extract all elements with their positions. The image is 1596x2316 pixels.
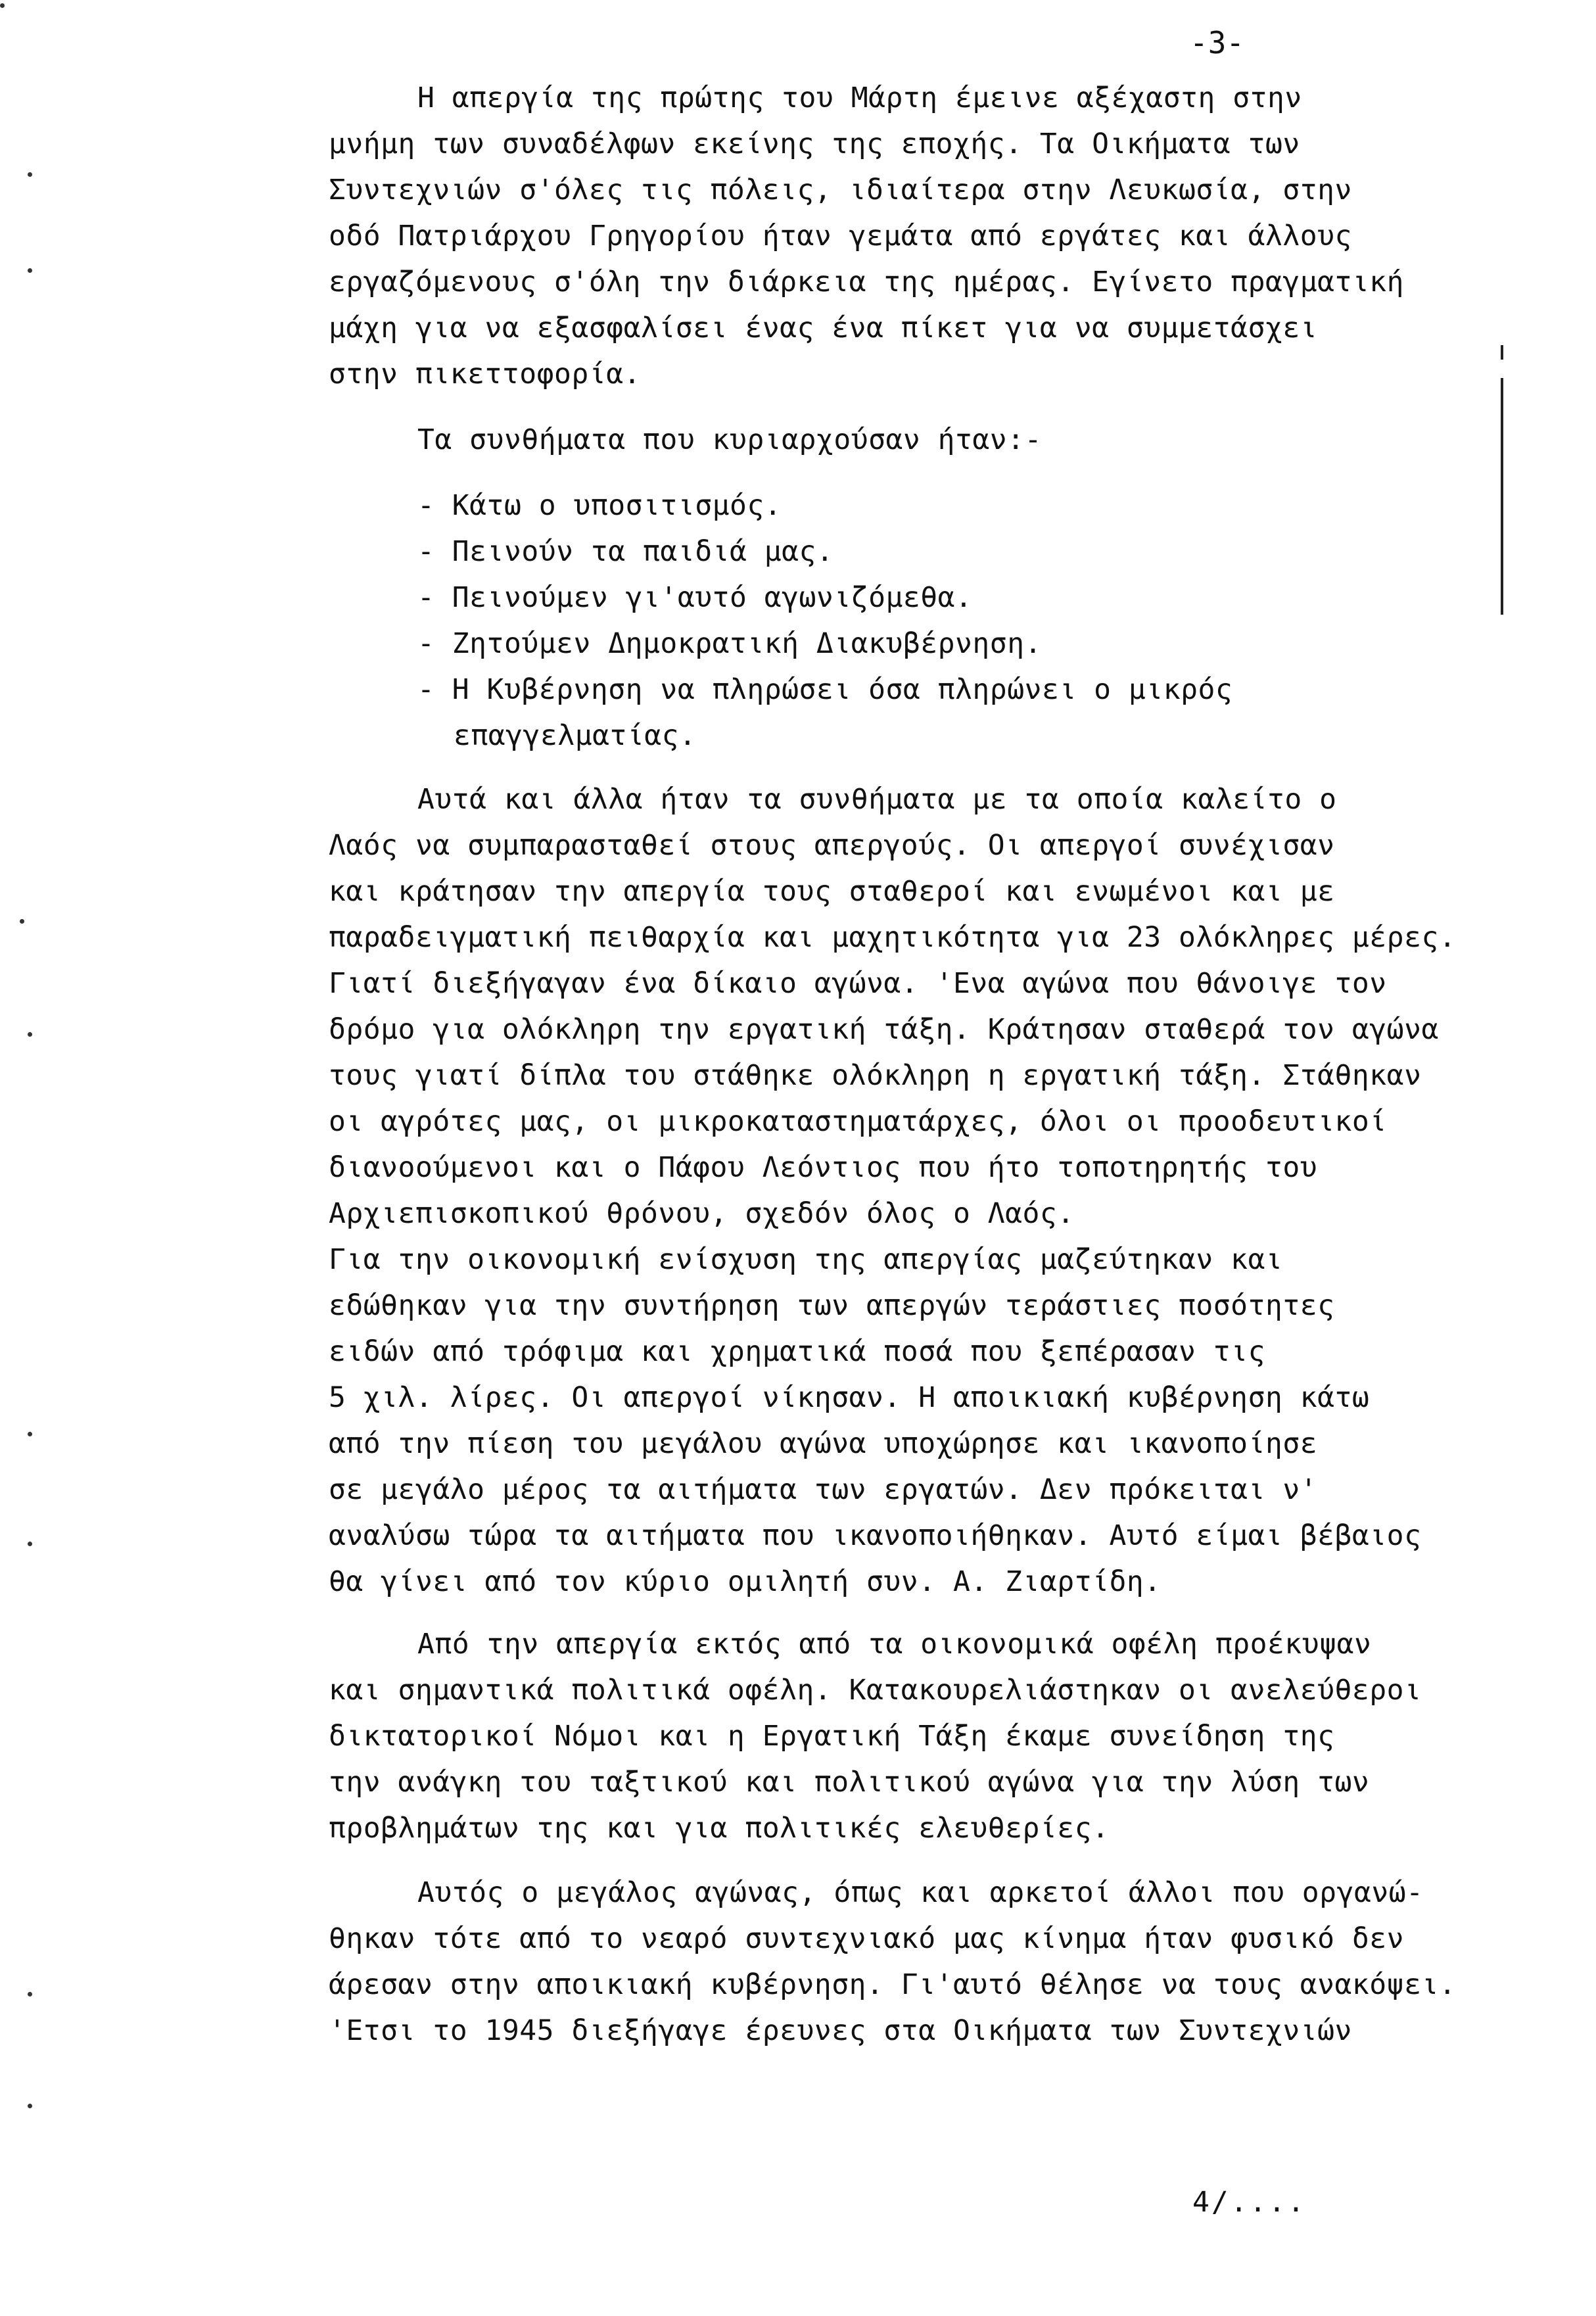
text-line: θα γίνει από τον κύριο ομιλητή συν. Α. Ζιαρτίδη. <box>329 1565 1162 1598</box>
text-line: εδώθηκαν για την συντήρηση των απεργών τεράστιες ποσότητες <box>329 1289 1335 1322</box>
continuation-marker: 4/.... <box>1192 2186 1307 2219</box>
margin-speck <box>28 268 32 273</box>
text-line: δρόμο για ολόκληρη την εργατική τάξη. Κράτησαν σταθερά τον αγώνα <box>329 1013 1439 1046</box>
text-line: Η απεργία της πρώτης του Μάρτη έμεινε αξέχαστη στην <box>417 82 1302 114</box>
slogan-item: επαγγελματίας. <box>454 719 697 752</box>
text-line: Από την απεργία εκτός από τα οικονομικά οφέλη προέκυψαν <box>417 1628 1372 1661</box>
text-line: διανοούμενοι και ο Πάφου Λεόντιος που ήτο τοποτηρητής του <box>329 1151 1318 1184</box>
margin-speck <box>0 3 5 8</box>
margin-speck <box>28 1992 32 1997</box>
text-line: Για την οικονομική ενίσχυση της απεργίας μαζεύτηκαν και <box>329 1243 1283 1276</box>
page-number: -3- <box>1190 25 1245 60</box>
text-line: οδό Πατριάρχου Γρηγορίου ήταν γεμάτα από εργάτες και άλλους <box>329 220 1352 252</box>
margin-change-bar <box>1501 378 1503 615</box>
margin-speck <box>20 919 24 924</box>
text-line: ειδών από τρόφιμα και χρηματικά ποσά που ξεπέρασαν τις <box>329 1335 1265 1368</box>
text-line: μνήμη των συναδέλφων εκείνης της εποχής. Τα Οικήματα των <box>329 128 1300 160</box>
text-line: από την πίεση του μεγάλου αγώνα υποχώρησε και ικανοποίησε <box>329 1427 1318 1460</box>
text-line: και κράτησαν την απεργία τους σταθεροί και ενωμένοι και με <box>329 875 1335 908</box>
text-line: τους γιατί δίπλα του στάθηκε ολόκληρη η εργατική τάξη. Στάθηκαν <box>329 1059 1422 1092</box>
text-line: την ανάγκη του ταξτικού και πολιτικού αγώνα για την λύση των <box>329 1766 1370 1799</box>
text-line: εργαζόμενους σ'όλη την διάρκεια της ημέρας. Εγίνετο πραγματική <box>329 266 1405 298</box>
text-line: Συντεχνιών σ'όλες τις πόλεις, ιδιαίτερα στην Λευκωσία, στην <box>329 174 1352 206</box>
text-line: προβλημάτων της και για πολιτικές ελευθερίες. <box>329 1812 1110 1845</box>
text-line: θηκαν τότε από το νεαρό συντεχνιακό μας κίνημα ήταν φυσικό δεν <box>329 1922 1405 1955</box>
text-line: σε μεγάλο μέρος τα αιτήματα των εργατών. Δεν πρόκειται ν' <box>329 1473 1318 1506</box>
text-line: Γιατί διεξήγαγαν ένα δίκαιο αγώνα. 'Ενα αγώνα που θάνοιγε τον <box>329 967 1387 1000</box>
margin-speck <box>28 1032 32 1037</box>
slogan-item: - Πεινούμεν γι'αυτό αγωνιζόμεθα. <box>417 581 973 614</box>
text-line: αναλύσω τώρα τα αιτήματα που ικανοποιήθηκαν. Αυτό είμαι βέβαιος <box>329 1519 1422 1552</box>
text-line: Λαός να συμπαρασταθεί στους απεργούς. Οι απεργοί συνέχισαν <box>329 829 1335 862</box>
text-line: Αυτά και άλλα ήταν τα συνθήματα με τα οποία καλείτο ο <box>417 783 1337 816</box>
text-line: οι αγρότες μας, οι μικροκαταστηματάρχες, όλοι οι προοδευτικοί <box>329 1105 1387 1138</box>
slogan-item: - Η Κυβέρνηση να πληρώσει όσα πληρώνει ο μικρός <box>417 673 1233 706</box>
slogan-item: - Κάτω ο υποσιτισμός. <box>417 489 782 522</box>
slogan-item: - Ζητούμεν Δημοκρατική Διακυβέρνηση. <box>417 627 1042 660</box>
text-line: 5 χιλ. λίρες. Οι απεργοί νίκησαν. Η αποικιακή κυβέρνηση κάτω <box>329 1381 1370 1414</box>
text-line: άρεσαν στην αποικιακή κυβέρνηση. Γι'αυτό θέλησε να τους ανακόψει. <box>329 1968 1457 2001</box>
slogans-heading: Τα συνθήματα που κυριαρχούσαν ήταν:- <box>417 423 1042 456</box>
text-line: δικτατορικοί Νόμοι και η Εργατική Τάξη έκαμε συνείδηση της <box>329 1720 1335 1753</box>
text-line: μάχη για να εξασφαλίσει ένας ένα πίκετ για να συμμετάσχει <box>329 312 1318 344</box>
text-line: στην πικεττοφορία. <box>329 358 641 390</box>
margin-speck <box>28 172 32 177</box>
text-line: παραδειγματική πειθαρχία και μαχητικότητα για 23 ολόκληρες μέρες. <box>329 921 1457 954</box>
margin-speck <box>28 2104 32 2108</box>
text-line: και σημαντικά πολιτικά οφέλη. Κατακουρελιάστηκαν οι ανελεύθεροι <box>329 1674 1422 1707</box>
text-line: 'Ετσι το 1945 διεξήγαγε έρευνες στα Οικήματα των Συντεχνιών <box>329 2014 1352 2047</box>
slogan-item: - Πεινούν τα παιδιά μας. <box>417 535 834 568</box>
margin-speck <box>28 1432 32 1436</box>
text-line: Αυτός ο μεγάλος αγώνας, όπως και αρκετοί άλλοι που οργανώ- <box>417 1876 1424 1909</box>
margin-change-bar-tick <box>1501 345 1503 360</box>
text-line: Αρχιεπισκοπικού θρόνου, σχεδόν όλος ο Λαός. <box>329 1197 1075 1230</box>
margin-speck <box>28 1542 32 1546</box>
